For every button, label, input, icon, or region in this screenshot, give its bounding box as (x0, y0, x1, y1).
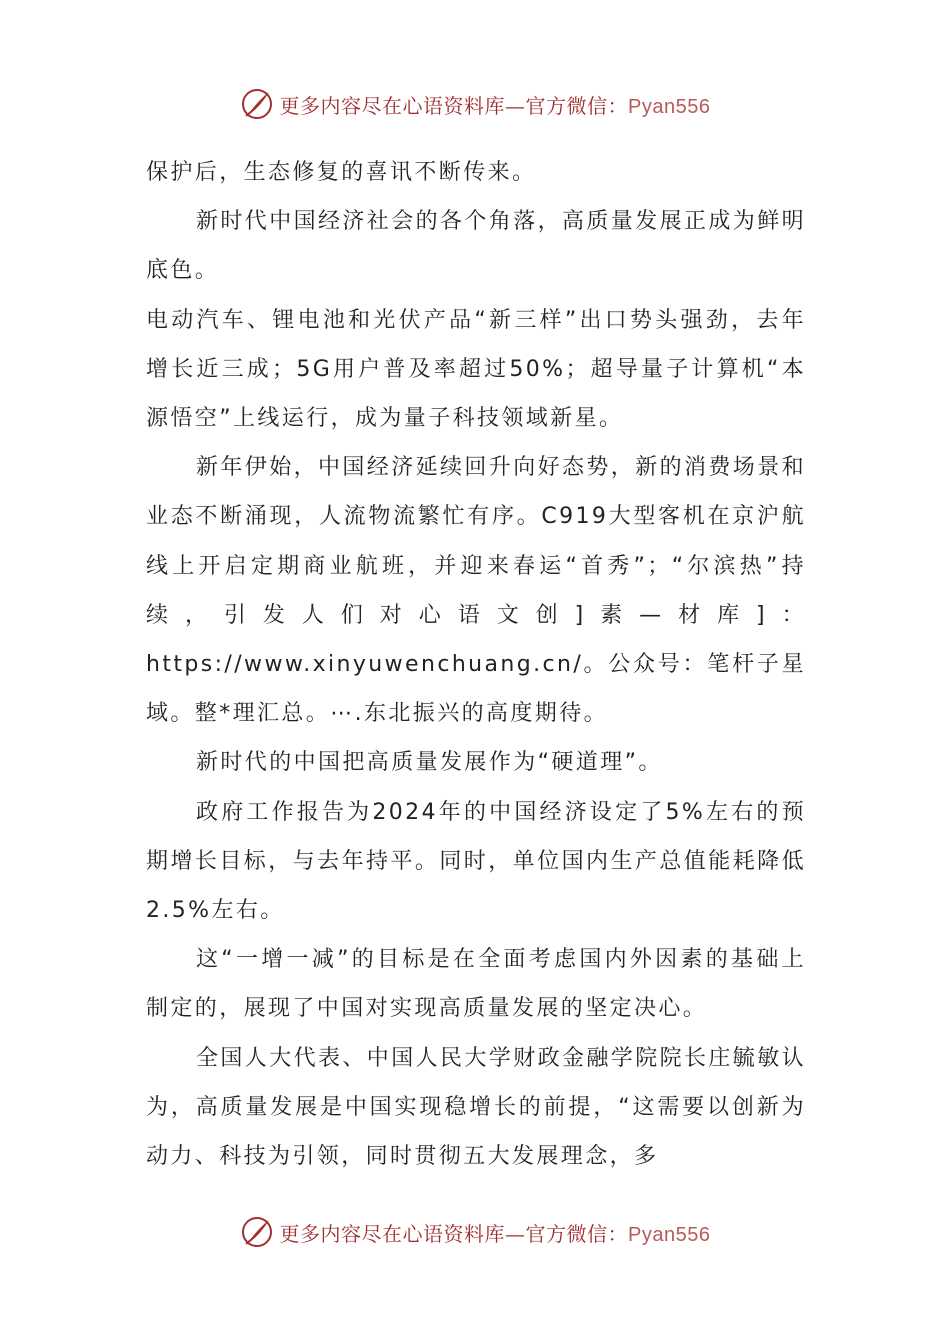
paragraph: 政府工作报告为2024年的中国经济设定了5%左右的预期增长目标，与去年持平。同时，单位国内生产总值能耗降低2.5%左右。 (146, 799, 806, 924)
banner-wechat-id: Pyan556 (628, 1223, 711, 1246)
banner-dash: — (505, 93, 526, 118)
banner-site-name: 更多内容尽在心语资料库 (279, 93, 506, 118)
banner-site-text (280, 1218, 711, 1247)
paragraph: 新年伊始，中国经济延续回升向好态势，新的消费场景和业态不断涌现，人流物流繁忙有序。C919大型客机在京沪航线上开启定期商业航班，并迎来春运“首秀”；“尔滨热”持续，引发人们对心语文创]素—材库]：https://www.xinyuwenchuang.cn/。公众号：笔杆子星域。整*理汇总。⋯.东北振兴的高度期待。 (146, 455, 807, 727)
paragraph: 全国人大代表、中国人民大学财政金融学院院长庄毓敏认为，高质量发展是中国实现稳增长的前提，“这需要以创新为动力、科技为引领，同时贯彻五大发展理念，多 (146, 1045, 807, 1170)
quill-pen-logo-icon (240, 87, 274, 121)
footer-banner (0, 1210, 950, 1254)
header-banner (0, 82, 950, 126)
quill-pen-logo-icon (240, 1215, 274, 1249)
paragraph: 这“一增一减”的目标是在全面考虑国内外因素的基础上制定的，展现了中国对实现高质量发展的坚定决心。 (146, 947, 806, 1022)
banner-wechat-label: 官方微信： (525, 1221, 629, 1246)
paragraph: 新时代中国经济社会的各个角落，高质量发展正成为鲜明底色。 (146, 209, 807, 284)
document-body (146, 148, 806, 1181)
paragraph: 保护后，生态修复的喜讯不断传来。 (146, 160, 537, 185)
banner-site-name: 更多内容尽在心语资料库 (279, 1221, 506, 1246)
banner-dash: — (505, 1221, 526, 1246)
banner-wechat-label: 官方微信： (525, 93, 629, 118)
banner-wechat-id: Pyan556 (628, 95, 711, 118)
paragraph: 电动汽车、锂电池和光伏产品“新三样”出口势头强劲，去年增长近三成；5G用户普及率超过50%；超导量子计算机“本源悟空”上线运行，成为量子科技领域新星。 (146, 307, 806, 432)
paragraph: 新时代的中国把高质量发展作为“硬道理”。 (196, 750, 663, 776)
banner-site-text (280, 90, 711, 119)
